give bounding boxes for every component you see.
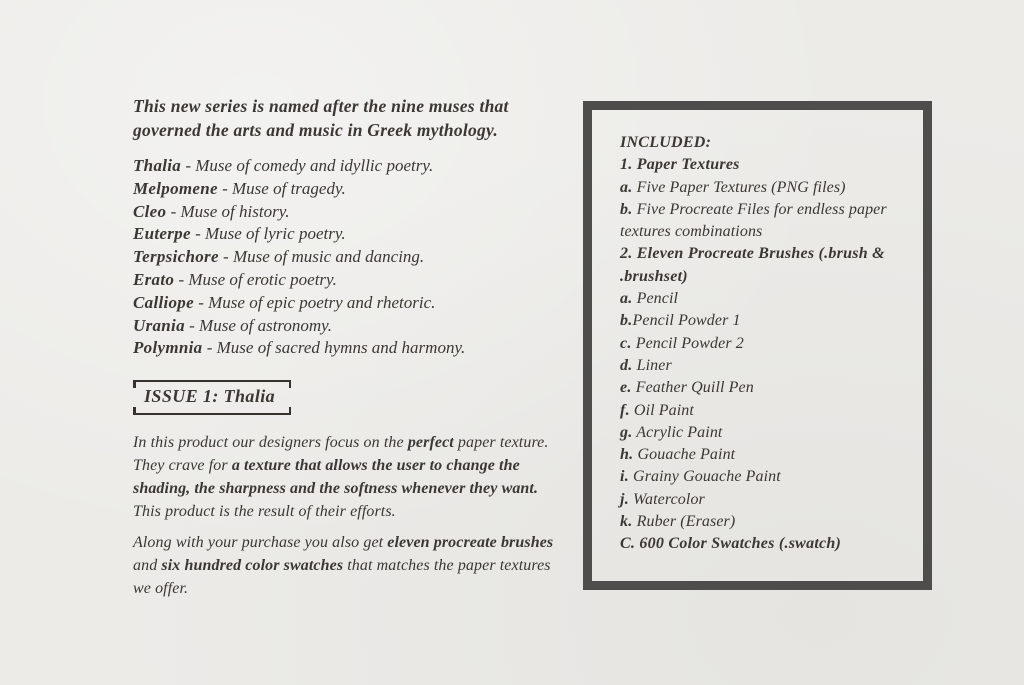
included-item: b.Pencil Powder 1 <box>620 312 741 330</box>
muse-desc: - Muse of lyric poetry. <box>190 224 346 244</box>
included-item: g. Acrylic Paint <box>620 423 723 441</box>
muse-row <box>133 201 583 224</box>
included-item: C. 600 Color Swatches (.swatch) <box>620 535 842 553</box>
included-item: i. Grainy Gouache Paint <box>620 468 781 486</box>
muse-desc: - Muse of music and dancing. <box>218 247 425 267</box>
muse-desc: - Muse of erotic poetry. <box>174 269 337 289</box>
purchase-extras-paragraph: Along with your purchase you also get eleven procreate brushes and six hundred color swatches that matches the paper textures we offer. <box>133 534 554 598</box>
muse-row <box>133 223 583 246</box>
muse-name: Terpsichore <box>133 247 219 267</box>
included-panel <box>583 101 932 590</box>
series-heading-line: governed the arts and music in Greek mythology. <box>133 120 498 140</box>
included-title: INCLUDED: <box>620 134 712 151</box>
muse-row <box>133 269 583 292</box>
included-item: a. Five Paper Textures (PNG files) <box>620 178 846 196</box>
product-description-paragraph: In this product our designers focus on the perfect paper texture. They crave for a texture that allows the user to change the shading, the sharpness and the softness whenever they want. This product is the result of their efforts. <box>133 434 549 521</box>
muse-name: Urania <box>133 315 185 335</box>
muses-list <box>133 155 583 360</box>
muse-desc: - Muse of epic poetry and rhetoric. <box>193 292 436 312</box>
included-item: d. Liner <box>620 356 672 374</box>
muse-name: Cleo <box>133 201 167 221</box>
included-list <box>592 110 923 556</box>
included-item: j. Watercolor <box>620 490 705 508</box>
issue-row <box>133 380 583 415</box>
muse-row <box>133 246 583 269</box>
muse-row <box>133 178 583 201</box>
muse-name: Melpomene <box>133 178 218 198</box>
muse-row <box>133 155 583 178</box>
muse-desc: - Muse of astronomy. <box>184 315 333 335</box>
left-column <box>133 94 583 600</box>
included-item: 1. Paper Textures <box>620 156 740 174</box>
muse-row <box>133 315 583 338</box>
muse-desc: - Muse of tragedy. <box>217 178 346 198</box>
issue-badge: ISSUE 1: Thalia <box>133 380 291 415</box>
included-item: b. Five Procreate Files for endless paper textures combinations <box>620 200 887 241</box>
included-item: e. Feather Quill Pen <box>620 379 754 397</box>
muse-row <box>133 292 583 315</box>
muse-name: Thalia <box>133 156 182 175</box>
included-item: 2. Eleven Procreate Brushes (.brush & .brushset) <box>620 245 885 285</box>
muse-desc: - Muse of history. <box>166 201 290 221</box>
included-item: f. Oil Paint <box>620 401 694 419</box>
included-item: k. Ruber (Eraser) <box>620 513 736 531</box>
muse-name: Calliope <box>133 292 194 312</box>
series-heading-line: This new series is named after the nine muses that <box>133 96 509 116</box>
series-heading <box>133 94 583 142</box>
included-item: c. Pencil Powder 2 <box>620 334 744 352</box>
muse-name: Erato <box>133 269 175 289</box>
included-item: a. Pencil <box>620 290 679 308</box>
muse-desc: - Muse of comedy and idyllic poetry. <box>181 156 434 175</box>
muse-name: Euterpe <box>133 224 191 244</box>
muse-name: Polymnia <box>133 338 203 358</box>
included-item: h. Gouache Paint <box>620 446 736 464</box>
muse-row <box>133 337 583 360</box>
muse-desc: - Muse of sacred hymns and harmony. <box>202 338 466 358</box>
